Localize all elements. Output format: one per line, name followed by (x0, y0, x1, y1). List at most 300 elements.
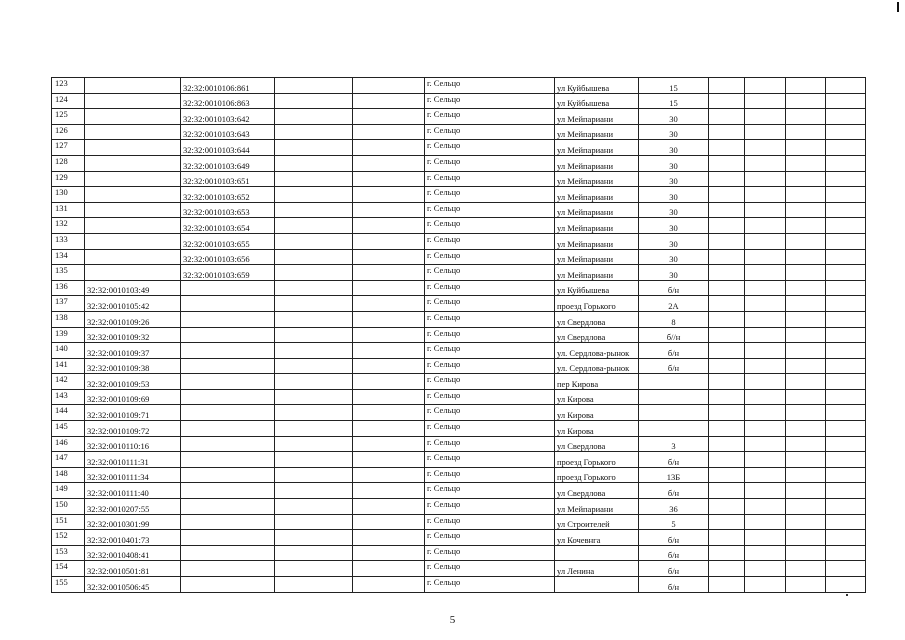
empty-cell (826, 436, 866, 452)
table-row (52, 405, 866, 421)
empty-cell (745, 140, 786, 156)
empty-cell (353, 249, 425, 265)
table-row (52, 452, 866, 468)
empty-cell (786, 545, 826, 561)
city-cell: г. Сельцо (425, 467, 555, 483)
street-cell: ул Кирова (555, 421, 639, 437)
row-number: 140 (52, 343, 85, 359)
street-cell: ул Ленина (555, 561, 639, 577)
empty-cell (709, 249, 745, 265)
city-cell: г. Сельцо (425, 514, 555, 530)
street-cell: ул Свердлова (555, 327, 639, 343)
empty-cell (786, 374, 826, 390)
city-cell: г. Сельцо (425, 233, 555, 249)
empty-cell (709, 561, 745, 577)
house-number-cell: 36 (639, 499, 709, 515)
city-cell: г. Сельцо (425, 421, 555, 437)
street-cell: ул Кирова (555, 389, 639, 405)
empty-cell (275, 109, 353, 125)
empty-cell (786, 265, 826, 281)
empty-cell (786, 202, 826, 218)
empty-cell (826, 218, 866, 234)
empty-cell (353, 187, 425, 203)
cadastral-number-alt-cell (181, 499, 275, 515)
empty-cell (745, 452, 786, 468)
house-number-cell: 30 (639, 233, 709, 249)
empty-cell (275, 327, 353, 343)
row-number: 142 (52, 374, 85, 390)
table-row (52, 140, 866, 156)
cadastral-number-alt-cell (181, 343, 275, 359)
empty-cell (275, 499, 353, 515)
empty-cell (745, 202, 786, 218)
table-row (52, 78, 866, 94)
empty-cell (709, 343, 745, 359)
empty-cell (786, 155, 826, 171)
table-row (52, 421, 866, 437)
empty-cell (709, 296, 745, 312)
street-cell: ул Мейпариани (555, 155, 639, 171)
empty-cell (786, 311, 826, 327)
empty-cell (745, 545, 786, 561)
cadastral-number-alt-cell (181, 514, 275, 530)
table-row (52, 187, 866, 203)
empty-cell (826, 233, 866, 249)
cadastral-number-cell: 32:32:0010401:73 (85, 530, 181, 546)
street-cell: ул Кочевнга (555, 530, 639, 546)
empty-cell (745, 358, 786, 374)
city-cell: г. Сельцо (425, 187, 555, 203)
empty-cell (353, 140, 425, 156)
empty-cell (275, 421, 353, 437)
street-cell: ул Мейпариани (555, 233, 639, 249)
row-number: 150 (52, 499, 85, 515)
empty-cell (275, 467, 353, 483)
cadastral-number-cell: 32:32:0010109:32 (85, 327, 181, 343)
row-number: 133 (52, 233, 85, 249)
empty-cell (745, 327, 786, 343)
empty-cell (745, 296, 786, 312)
empty-cell (786, 452, 826, 468)
cadastral-number-cell: 32:32:0010111:31 (85, 452, 181, 468)
empty-cell (786, 171, 826, 187)
row-number: 153 (52, 545, 85, 561)
street-cell: ул Куйбышева (555, 78, 639, 94)
empty-cell (709, 171, 745, 187)
row-number: 138 (52, 311, 85, 327)
house-number-cell: 30 (639, 187, 709, 203)
empty-cell (275, 265, 353, 281)
empty-cell (709, 218, 745, 234)
empty-cell (709, 421, 745, 437)
empty-cell (275, 577, 353, 593)
empty-cell (745, 514, 786, 530)
empty-cell (745, 561, 786, 577)
cadastral-number-alt-cell (181, 436, 275, 452)
table-row (52, 93, 866, 109)
house-number-cell: 30 (639, 140, 709, 156)
house-number-cell (639, 405, 709, 421)
empty-cell (709, 436, 745, 452)
empty-cell (745, 421, 786, 437)
table-row (52, 545, 866, 561)
empty-cell (786, 421, 826, 437)
row-number: 128 (52, 155, 85, 171)
empty-cell (786, 514, 826, 530)
cadastral-number-cell (85, 233, 181, 249)
city-cell: г. Сельцо (425, 124, 555, 140)
empty-cell (745, 155, 786, 171)
empty-cell (786, 124, 826, 140)
house-number-cell: б/н (639, 483, 709, 499)
empty-cell (709, 452, 745, 468)
empty-cell (275, 405, 353, 421)
empty-cell (353, 233, 425, 249)
cadastral-number-cell: 32:32:0010109:72 (85, 421, 181, 437)
city-cell: г. Сельцо (425, 202, 555, 218)
street-cell: ул Куйбышева (555, 93, 639, 109)
house-number-cell: б/н (639, 561, 709, 577)
cadastral-number-cell: 32:32:0010110:16 (85, 436, 181, 452)
empty-cell (275, 514, 353, 530)
row-number: 146 (52, 436, 85, 452)
empty-cell (826, 374, 866, 390)
cadastral-number-cell (85, 140, 181, 156)
cadastral-number-alt-cell (181, 577, 275, 593)
empty-cell (353, 296, 425, 312)
cadastral-number-alt-cell (181, 374, 275, 390)
house-number-cell: 30 (639, 109, 709, 125)
cadastral-table (51, 77, 866, 593)
empty-cell (709, 514, 745, 530)
house-number-cell: б/н (639, 452, 709, 468)
cadastral-number-cell: 32:32:0010109:69 (85, 389, 181, 405)
empty-cell (786, 358, 826, 374)
house-number-cell: 30 (639, 218, 709, 234)
house-number-cell: 30 (639, 155, 709, 171)
house-number-cell: 15 (639, 78, 709, 94)
cadastral-number-cell: 32:32:0010207:55 (85, 499, 181, 515)
empty-cell (745, 78, 786, 94)
house-number-cell: б/н (639, 530, 709, 546)
city-cell: г. Сельцо (425, 155, 555, 171)
empty-cell (826, 577, 866, 593)
empty-cell (826, 124, 866, 140)
empty-cell (709, 280, 745, 296)
cadastral-number-cell (85, 249, 181, 265)
row-number: 149 (52, 483, 85, 499)
empty-cell (353, 280, 425, 296)
cadastral-number-cell (85, 93, 181, 109)
city-cell: г. Сельцо (425, 343, 555, 359)
empty-cell (275, 561, 353, 577)
empty-cell (786, 467, 826, 483)
empty-cell (826, 327, 866, 343)
empty-cell (745, 280, 786, 296)
cadastral-number-alt-cell: 32:32:0010103:643 (181, 124, 275, 140)
cadastral-number-alt-cell: 32:32:0010103:642 (181, 109, 275, 125)
row-number: 131 (52, 202, 85, 218)
cadastral-number-cell: 32:32:0010301:99 (85, 514, 181, 530)
empty-cell (353, 124, 425, 140)
empty-cell (275, 187, 353, 203)
city-cell: г. Сельцо (425, 311, 555, 327)
street-cell: проезд Горького (555, 296, 639, 312)
city-cell: г. Сельцо (425, 327, 555, 343)
empty-cell (826, 467, 866, 483)
house-number-cell: б/н (639, 280, 709, 296)
cadastral-number-alt-cell: 32:32:0010103:653 (181, 202, 275, 218)
table-row (52, 577, 866, 593)
row-number: 155 (52, 577, 85, 593)
house-number-cell (639, 389, 709, 405)
cadastral-number-alt-cell (181, 421, 275, 437)
cadastral-number-cell: 32:32:0010111:40 (85, 483, 181, 499)
empty-cell (826, 530, 866, 546)
city-cell: г. Сельцо (425, 140, 555, 156)
house-number-cell: 5 (639, 514, 709, 530)
empty-cell (275, 218, 353, 234)
street-cell: ул Свердлова (555, 483, 639, 499)
city-cell: г. Сельцо (425, 483, 555, 499)
cadastral-number-cell: 32:32:0010109:26 (85, 311, 181, 327)
empty-cell (353, 311, 425, 327)
empty-cell (826, 155, 866, 171)
empty-cell (709, 124, 745, 140)
row-number: 132 (52, 218, 85, 234)
city-cell: г. Сельцо (425, 530, 555, 546)
cadastral-number-alt-cell (181, 561, 275, 577)
table-row (52, 343, 866, 359)
house-number-cell: 3 (639, 436, 709, 452)
street-cell: ул Кирова (555, 405, 639, 421)
empty-cell (709, 358, 745, 374)
table-row (52, 483, 866, 499)
row-number: 135 (52, 265, 85, 281)
cadastral-number-cell (85, 265, 181, 281)
city-cell: г. Сельцо (425, 171, 555, 187)
empty-cell (709, 109, 745, 125)
empty-cell (353, 78, 425, 94)
table-row (52, 124, 866, 140)
table-row (52, 530, 866, 546)
cadastral-number-alt-cell (181, 452, 275, 468)
empty-cell (275, 483, 353, 499)
empty-cell (709, 140, 745, 156)
empty-cell (353, 436, 425, 452)
cadastral-number-alt-cell: 32:32:0010103:649 (181, 155, 275, 171)
empty-cell (826, 187, 866, 203)
city-cell: г. Сельцо (425, 561, 555, 577)
empty-cell (745, 109, 786, 125)
empty-cell (353, 577, 425, 593)
empty-cell (709, 78, 745, 94)
city-cell: г. Сельцо (425, 296, 555, 312)
empty-cell (353, 93, 425, 109)
row-number: 125 (52, 109, 85, 125)
empty-cell (275, 296, 353, 312)
empty-cell (709, 577, 745, 593)
empty-cell (709, 545, 745, 561)
house-number-cell: 8 (639, 311, 709, 327)
city-cell: г. Сельцо (425, 93, 555, 109)
empty-cell (826, 280, 866, 296)
empty-cell (786, 78, 826, 94)
empty-cell (275, 452, 353, 468)
empty-cell (275, 311, 353, 327)
empty-cell (745, 436, 786, 452)
empty-cell (745, 467, 786, 483)
street-cell: ул Строителей (555, 514, 639, 530)
street-cell: проезд Горького (555, 452, 639, 468)
row-number: 137 (52, 296, 85, 312)
empty-cell (353, 421, 425, 437)
empty-cell (275, 389, 353, 405)
empty-cell (745, 343, 786, 359)
empty-cell (745, 93, 786, 109)
city-cell: г. Сельцо (425, 452, 555, 468)
empty-cell (275, 530, 353, 546)
empty-cell (826, 358, 866, 374)
cadastral-number-alt-cell: 32:32:0010106:863 (181, 93, 275, 109)
cadastral-number-alt-cell (181, 311, 275, 327)
empty-cell (353, 109, 425, 125)
empty-cell (786, 327, 826, 343)
empty-cell (353, 389, 425, 405)
cadastral-number-cell: 32:32:0010501:81 (85, 561, 181, 577)
street-cell: проезд Горького (555, 467, 639, 483)
city-cell: г. Сельцо (425, 218, 555, 234)
empty-cell (786, 405, 826, 421)
empty-cell (709, 187, 745, 203)
empty-cell (786, 296, 826, 312)
street-cell: ул Мейпариани (555, 218, 639, 234)
empty-cell (786, 93, 826, 109)
empty-cell (745, 483, 786, 499)
cadastral-number-cell (85, 78, 181, 94)
empty-cell (786, 233, 826, 249)
empty-cell (353, 218, 425, 234)
empty-cell (275, 140, 353, 156)
street-cell: ул Куйбышева (555, 280, 639, 296)
empty-cell (826, 296, 866, 312)
cadastral-number-alt-cell (181, 530, 275, 546)
street-cell: ул Мейпариани (555, 140, 639, 156)
empty-cell (275, 93, 353, 109)
empty-cell (745, 265, 786, 281)
empty-cell (826, 343, 866, 359)
city-cell: г. Сельцо (425, 374, 555, 390)
street-cell: ул Мейпариани (555, 124, 639, 140)
cadastral-number-cell: 32:32:0010506:45 (85, 577, 181, 593)
cadastral-number-cell (85, 202, 181, 218)
house-number-cell: 30 (639, 265, 709, 281)
empty-cell (709, 389, 745, 405)
cadastral-number-alt-cell (181, 327, 275, 343)
table-row (52, 202, 866, 218)
empty-cell (353, 452, 425, 468)
cadastral-number-alt-cell (181, 545, 275, 561)
row-number: 126 (52, 124, 85, 140)
house-number-cell: б//н (639, 327, 709, 343)
table-row (52, 311, 866, 327)
table-body (52, 78, 866, 593)
empty-cell (745, 233, 786, 249)
empty-cell (745, 218, 786, 234)
street-cell: ул Мейпариани (555, 202, 639, 218)
cadastral-number-cell: 32:32:0010109:37 (85, 343, 181, 359)
empty-cell (826, 452, 866, 468)
cadastral-number-cell: 32:32:0010111:34 (85, 467, 181, 483)
empty-cell (353, 358, 425, 374)
empty-cell (275, 436, 353, 452)
empty-cell (709, 405, 745, 421)
street-cell: ул Мейпариани (555, 109, 639, 125)
empty-cell (786, 218, 826, 234)
table-row (52, 218, 866, 234)
empty-cell (745, 577, 786, 593)
row-number: 129 (52, 171, 85, 187)
empty-cell (353, 202, 425, 218)
city-cell: г. Сельцо (425, 499, 555, 515)
table-row (52, 499, 866, 515)
empty-cell (353, 530, 425, 546)
empty-cell (826, 202, 866, 218)
cadastral-number-cell: 32:32:0010109:71 (85, 405, 181, 421)
house-number-cell (639, 421, 709, 437)
empty-cell (353, 514, 425, 530)
cadastral-number-cell: 32:32:0010408:41 (85, 545, 181, 561)
street-cell: ул Мейпариани (555, 265, 639, 281)
house-number-cell: б/н (639, 545, 709, 561)
empty-cell (275, 343, 353, 359)
street-cell: ул. Сердлова-рынок (555, 343, 639, 359)
empty-cell (826, 249, 866, 265)
cadastral-number-cell (85, 155, 181, 171)
city-cell: г. Сельцо (425, 405, 555, 421)
row-number: 148 (52, 467, 85, 483)
empty-cell (745, 249, 786, 265)
empty-cell (275, 374, 353, 390)
street-cell: пер Кирова (555, 374, 639, 390)
empty-cell (826, 78, 866, 94)
empty-cell (826, 421, 866, 437)
street-cell: ул Свердлова (555, 311, 639, 327)
empty-cell (709, 483, 745, 499)
house-number-cell (639, 374, 709, 390)
empty-cell (745, 405, 786, 421)
house-number-cell: 13Б (639, 467, 709, 483)
empty-cell (786, 280, 826, 296)
empty-cell (786, 499, 826, 515)
city-cell: г. Сельцо (425, 545, 555, 561)
cadastral-number-cell: 32:32:0010109:53 (85, 374, 181, 390)
house-number-cell: 30 (639, 171, 709, 187)
street-cell: ул. Сердлова-рынок (555, 358, 639, 374)
street-cell: ул Свердлова (555, 436, 639, 452)
empty-cell (275, 358, 353, 374)
empty-cell (709, 202, 745, 218)
table-row (52, 249, 866, 265)
cadastral-number-alt-cell (181, 358, 275, 374)
cadastral-number-alt-cell (181, 296, 275, 312)
empty-cell (826, 561, 866, 577)
row-number: 124 (52, 93, 85, 109)
page-number: 5 (449, 614, 456, 626)
table-row (52, 265, 866, 281)
row-number: 145 (52, 421, 85, 437)
cadastral-number-alt-cell: 32:32:0010103:659 (181, 265, 275, 281)
